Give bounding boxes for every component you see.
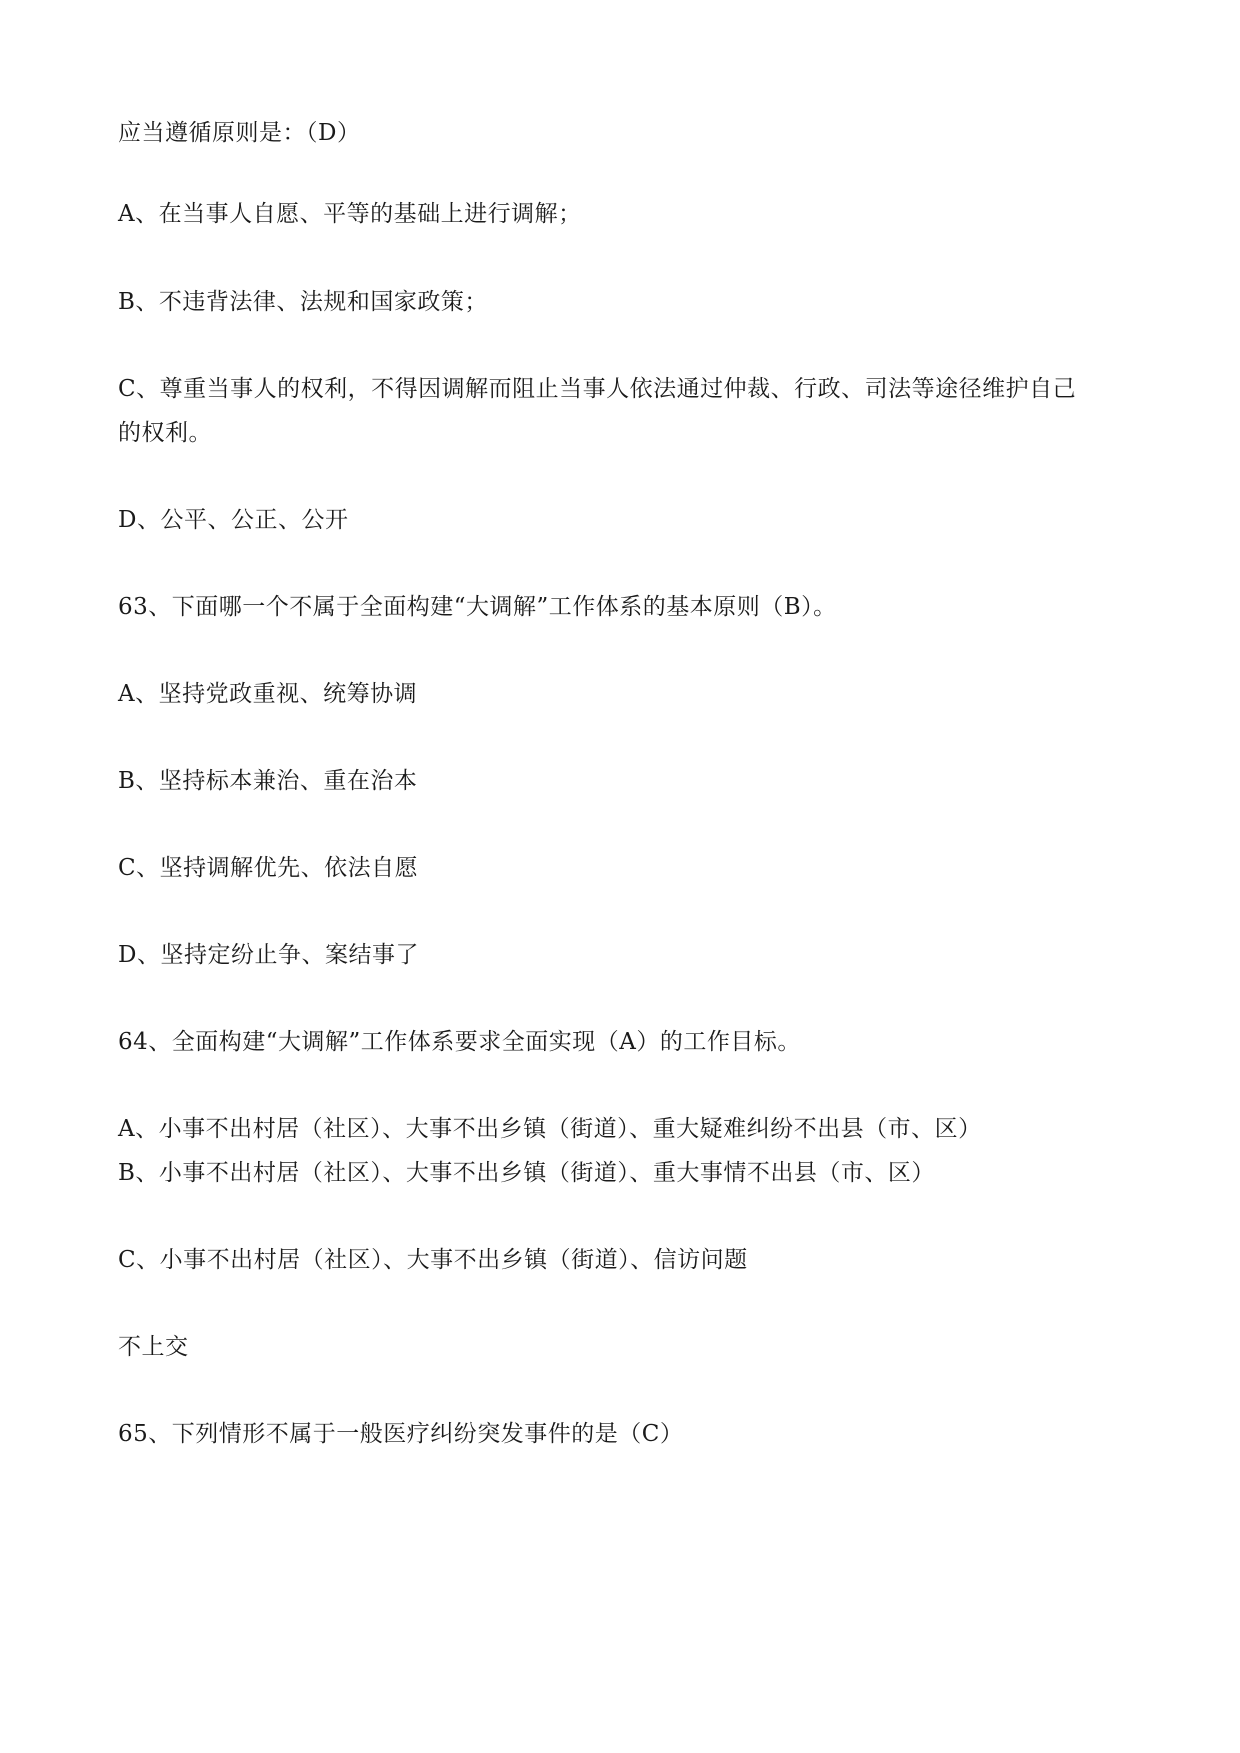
question-63-option-a: A、坚持党政重视、统筹协调 [118, 681, 418, 707]
question-63-option-c: C、坚持调解优先、依法自愿 [118, 855, 419, 881]
option-a: A、在当事人自愿、平等的基础上进行调解； [118, 201, 582, 227]
option-c-continued: 的权利。 [118, 420, 212, 446]
option-b: B、不违背法律、法规和国家政策； [118, 289, 488, 315]
question-63-option-d: D、坚持定纷止争、案结事了 [118, 942, 419, 968]
question-64-option-c: C、小事不出村居（社区）、大事不出乡镇（街道）、信访问题 [118, 1247, 748, 1273]
question-65: 65、下列情形不属于一般医疗纠纷突发事件的是（C） [118, 1421, 684, 1447]
question-64: 64、全面构建“大调解”工作体系要求全面实现（A）的工作目标。 [118, 1029, 801, 1055]
option-d: D、公平、公正、公开 [118, 507, 349, 533]
option-c: C、尊重当事人的权利，不得因调解而阻止当事人依法通过仲裁、行政、司法等途径维护自己 [118, 376, 1077, 402]
text-line-principle-question: 应当遵循原则是：（D） [118, 120, 361, 146]
question-63: 63、下面哪一个不属于全面构建“大调解”工作体系的基本原则（B）。 [118, 594, 837, 620]
question-64-option-a: A、小事不出村居（社区）、大事不出乡镇（街道）、重大疑难纠纷不出县（市、区） [118, 1116, 982, 1142]
question-64-option-b: B、小事不出村居（社区）、大事不出乡镇（街道）、重大事情不出县（市、区） [118, 1160, 935, 1186]
question-64-option-c-continued: 不上交 [118, 1334, 189, 1360]
question-63-option-b: B、坚持标本兼治、重在治本 [118, 768, 418, 794]
